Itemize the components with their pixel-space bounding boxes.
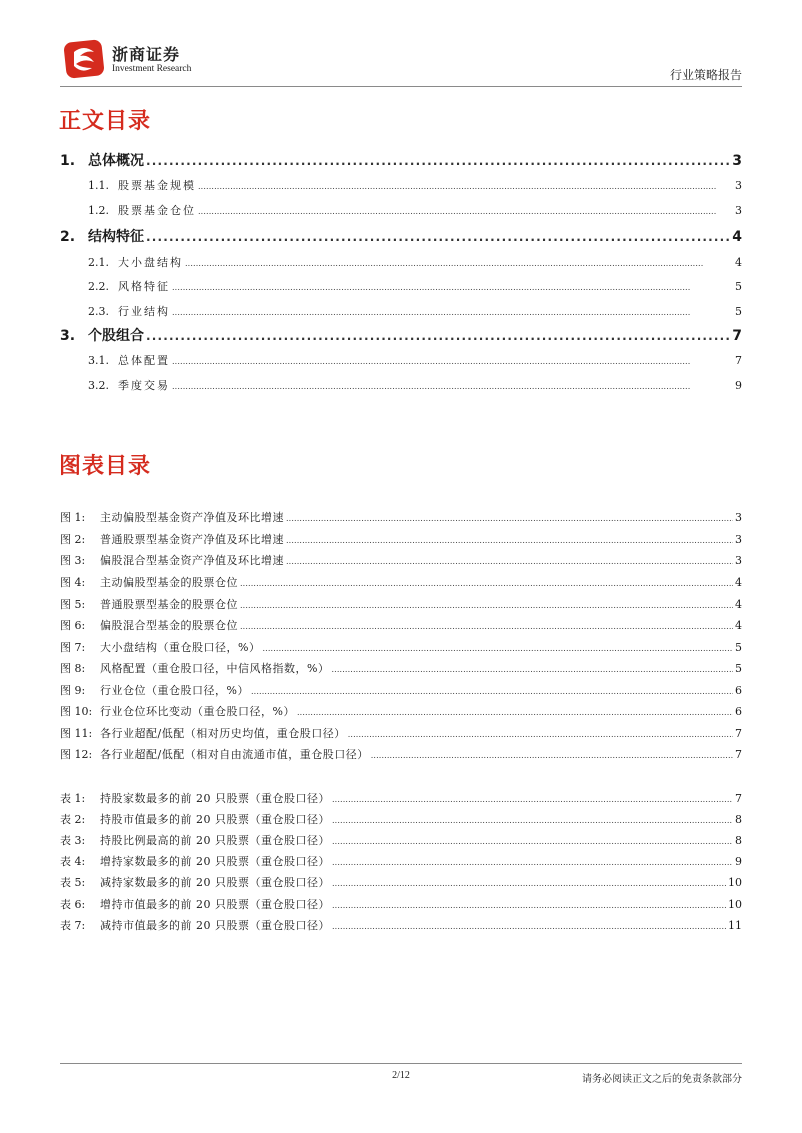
- table-page: 8: [735, 813, 742, 826]
- dot-leader: [286, 511, 733, 524]
- figure-text: 普通股票型基金的股票仓位: [100, 598, 238, 611]
- table-entry[interactable]: [60, 874, 742, 890]
- toc-entry-text: 大小盘结构: [118, 256, 183, 269]
- dot-leader: [240, 619, 733, 632]
- figure-page: 6: [735, 705, 742, 718]
- footer-divider: [60, 1063, 742, 1064]
- table-page: 8: [735, 834, 742, 847]
- figure-entry[interactable]: [60, 725, 742, 741]
- toc-entry-page: 4: [732, 229, 742, 245]
- toc-entry-number: 3.: [60, 328, 76, 344]
- table-number: 表 2:: [60, 813, 86, 826]
- page-header: [60, 38, 742, 86]
- dot-leader: [146, 328, 730, 344]
- figure-entry[interactable]: [60, 531, 742, 547]
- toc-entry[interactable]: [60, 325, 742, 345]
- dot-leader: [146, 153, 730, 169]
- page-number: 2/12: [392, 1070, 410, 1081]
- figure-page: 3: [735, 511, 742, 524]
- toc-entry[interactable]: [60, 150, 742, 170]
- dot-leader: [172, 305, 733, 318]
- table-entry[interactable]: [60, 832, 742, 848]
- figure-entry[interactable]: [60, 639, 742, 655]
- dot-leader: [198, 204, 733, 217]
- dot-leader: [198, 179, 733, 192]
- toc-entry[interactable]: [60, 226, 742, 246]
- toc-entry-text: 总体配置: [118, 354, 170, 367]
- toc-entry-page: 5: [735, 305, 742, 318]
- toc-entry[interactable]: [60, 352, 742, 368]
- table-number: 表 3:: [60, 834, 86, 847]
- figure-text: 行业仓位环比变动（重仓股口径，%）: [100, 705, 295, 718]
- figure-entry[interactable]: [60, 509, 742, 525]
- figure-number: 图 10:: [60, 705, 93, 718]
- figure-number: 图 9:: [60, 684, 86, 697]
- figure-number: 图 7:: [60, 641, 86, 654]
- table-text: 持股比例最高的前 20 只股票（重仓股口径）: [100, 834, 330, 847]
- dot-leader: [332, 834, 733, 847]
- header-divider: [60, 86, 742, 87]
- figure-page: 5: [735, 662, 742, 675]
- figure-number: 图 1:: [60, 511, 86, 524]
- dot-leader: [371, 748, 733, 761]
- dot-leader: [332, 898, 726, 911]
- toc-entry-text: 个股组合: [88, 328, 144, 344]
- dot-leader: [348, 727, 733, 740]
- toc-entry-number: 1.1.: [88, 179, 109, 192]
- table-number: 表 5:: [60, 876, 86, 889]
- figure-page: 4: [735, 619, 742, 632]
- table-entry[interactable]: [60, 896, 742, 912]
- toc-entry-page: 5: [735, 280, 742, 293]
- toc-entry[interactable]: [60, 177, 742, 193]
- figure-entry[interactable]: [60, 574, 742, 590]
- figure-text: 各行业超配/低配（相对自由流通市值，重仓股口径）: [100, 748, 369, 761]
- toc-entry-text: 风格特征: [118, 280, 170, 293]
- toc-entry-number: 3.1.: [88, 354, 109, 367]
- figure-text: 偏股混合型基金资产净值及环比增速: [100, 554, 284, 567]
- table-text: 增持市值最多的前 20 只股票（重仓股口径）: [100, 898, 330, 911]
- table-page: 7: [735, 792, 742, 805]
- table-text: 增持家数最多的前 20 只股票（重仓股口径）: [100, 855, 330, 868]
- table-entry[interactable]: [60, 917, 742, 933]
- dot-leader: [185, 256, 733, 269]
- toc-entry-page: 7: [732, 328, 742, 344]
- dot-leader: [240, 598, 733, 611]
- figure-page: 3: [735, 533, 742, 546]
- figure-text: 主动偏股型基金资产净值及环比增速: [100, 511, 284, 524]
- toc-entry[interactable]: [60, 303, 742, 319]
- figure-entry[interactable]: [60, 746, 742, 762]
- figure-number: 图 8:: [60, 662, 86, 675]
- toc-entry-page: 3: [732, 153, 742, 169]
- table-entry[interactable]: [60, 811, 742, 827]
- toc-entry-number: 2.3.: [88, 305, 109, 318]
- table-text: 持股市值最多的前 20 只股票（重仓股口径）: [100, 813, 330, 826]
- figure-page: 5: [735, 641, 742, 654]
- figures-title: 图表目录: [59, 454, 152, 479]
- toc-entry-page: 3: [735, 204, 742, 217]
- toc-entry-text: 行业结构: [118, 305, 170, 318]
- toc-entry-number: 2.: [60, 229, 76, 245]
- table-entry[interactable]: [60, 853, 742, 869]
- figure-number: 图 12:: [60, 748, 93, 761]
- dot-leader: [251, 684, 733, 697]
- figure-number: 图 2:: [60, 533, 86, 546]
- toc-entry-text: 股票基金规模: [118, 179, 196, 192]
- dot-leader: [332, 792, 733, 805]
- figure-page: 6: [735, 684, 742, 697]
- figure-page: 4: [735, 598, 742, 611]
- figure-entry[interactable]: [60, 703, 742, 719]
- dot-leader: [240, 576, 733, 589]
- dot-leader: [146, 229, 730, 245]
- figure-entry[interactable]: [60, 596, 742, 612]
- table-page: 10: [728, 876, 742, 889]
- figure-text: 普通股票型基金资产净值及环比增速: [100, 533, 284, 546]
- figure-entry[interactable]: [60, 682, 742, 698]
- figure-text: 偏股混合型基金的股票仓位: [100, 619, 238, 632]
- toc-entry[interactable]: [60, 278, 742, 294]
- brand-name-en: Investment Research: [112, 64, 192, 74]
- table-text: 减持市值最多的前 20 只股票（重仓股口径）: [100, 919, 330, 932]
- toc-entry-text: 结构特征: [88, 229, 144, 245]
- dot-leader: [331, 662, 733, 675]
- report-type: 行业策略报告: [669, 68, 742, 82]
- toc-entry-text: 股票基金仓位: [118, 204, 196, 217]
- figure-text: 主动偏股型基金的股票仓位: [100, 576, 238, 589]
- figure-number: 图 3:: [60, 554, 86, 567]
- toc-entry-page: 3: [735, 179, 742, 192]
- toc-entry[interactable]: [60, 202, 742, 218]
- dot-leader: [332, 813, 733, 826]
- dot-leader: [172, 379, 733, 392]
- table-number: 表 1:: [60, 792, 86, 805]
- toc-entry-number: 3.2.: [88, 379, 109, 392]
- figure-number: 图 6:: [60, 619, 86, 632]
- toc-entry-number: 1.: [60, 153, 76, 169]
- toc-entry-number: 1.2.: [88, 204, 109, 217]
- toc-entry-number: 2.1.: [88, 256, 109, 269]
- table-number: 表 7:: [60, 919, 86, 932]
- table-number: 表 4:: [60, 855, 86, 868]
- figure-page: 7: [735, 748, 742, 761]
- figure-text: 风格配置（重仓股口径，中信风格指数，%）: [100, 662, 330, 675]
- figure-text: 大小盘结构（重仓股口径，%）: [100, 641, 261, 654]
- toc-entry[interactable]: [60, 377, 742, 393]
- table-text: 减持家数最多的前 20 只股票（重仓股口径）: [100, 876, 330, 889]
- figure-text: 各行业超配/低配（相对历史均值，重仓股口径）: [100, 727, 346, 740]
- disclaimer-note: 请务必阅读正文之后的免责条款部分: [582, 1074, 742, 1085]
- table-page: 9: [735, 855, 742, 868]
- dot-leader: [332, 919, 726, 932]
- dot-leader: [286, 533, 733, 546]
- figure-text: 行业仓位（重仓股口径，%）: [100, 684, 249, 697]
- dot-leader: [262, 641, 733, 654]
- toc-entry-number: 2.2.: [88, 280, 109, 293]
- dot-leader: [286, 554, 733, 567]
- table-page: 10: [728, 898, 742, 911]
- toc-entry-page: 9: [735, 379, 742, 392]
- figure-entry[interactable]: [60, 660, 742, 676]
- toc-entry-text: 季度交易: [118, 379, 170, 392]
- table-entry[interactable]: [60, 790, 742, 806]
- table-number: 表 6:: [60, 898, 86, 911]
- toc-entry[interactable]: [60, 254, 742, 270]
- toc-title: 正文目录: [59, 109, 152, 134]
- figure-page: 4: [735, 576, 742, 589]
- toc-entry-page: 7: [735, 354, 742, 367]
- dot-leader: [332, 876, 726, 889]
- figure-number: 图 5:: [60, 598, 86, 611]
- dot-leader: [172, 354, 733, 367]
- figure-page: 7: [735, 727, 742, 740]
- toc-entry-page: 4: [735, 256, 742, 269]
- figure-entry[interactable]: [60, 617, 742, 633]
- toc-entry-text: 总体概况: [88, 153, 144, 169]
- zheshang-logo-icon: [64, 38, 108, 80]
- dot-leader: [332, 855, 733, 868]
- figure-entry[interactable]: [60, 552, 742, 568]
- brand-name-cn: 浙商证券: [112, 45, 181, 64]
- figure-number: 图 4:: [60, 576, 86, 589]
- table-text: 持股家数最多的前 20 只股票（重仓股口径）: [100, 792, 330, 805]
- dot-leader: [297, 705, 733, 718]
- dot-leader: [172, 280, 733, 293]
- figure-number: 图 11:: [60, 727, 93, 740]
- table-page: 11: [728, 919, 742, 932]
- figure-page: 3: [735, 554, 742, 567]
